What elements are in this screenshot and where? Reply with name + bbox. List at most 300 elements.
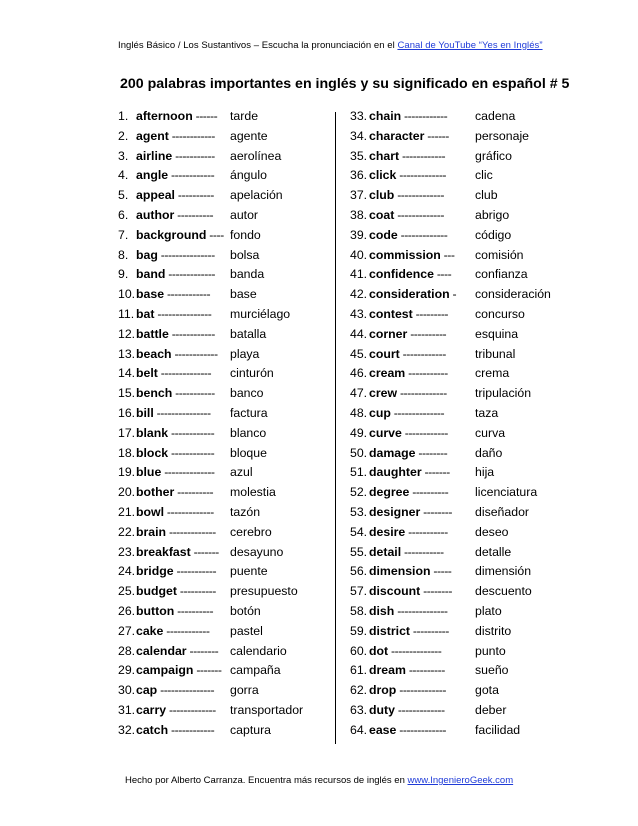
separator-dashes: ------------ xyxy=(163,623,210,638)
item-number: 14. xyxy=(118,366,136,381)
english-word: author xyxy=(136,207,175,222)
item-number: 5. xyxy=(118,188,129,203)
vocabulary-item xyxy=(350,463,560,483)
vocabulary-item xyxy=(118,701,328,721)
spanish-translation: diseñador xyxy=(475,504,530,519)
spanish-translation: gráfico xyxy=(475,148,512,163)
separator-dashes: ------------- xyxy=(394,188,444,203)
item-number: 34. xyxy=(350,128,368,143)
separator-dashes: ------------- xyxy=(396,722,447,737)
separator-dashes: -------------- xyxy=(388,643,442,658)
item-number: 23. xyxy=(118,544,136,559)
item-number: 36. xyxy=(350,168,368,183)
spanish-translation: detalle xyxy=(475,544,512,559)
spanish-translation: batalla xyxy=(230,326,267,341)
spanish-translation: cerebro xyxy=(230,524,272,539)
spanish-translation: cadena xyxy=(475,109,516,123)
spanish-translation: captura xyxy=(230,722,272,737)
item-number: 48. xyxy=(350,405,368,420)
vocabulary-item xyxy=(118,661,328,681)
separator-dashes: --------------- xyxy=(153,405,211,420)
vocabulary-item xyxy=(350,543,560,563)
item-number: 41. xyxy=(350,267,368,282)
spanish-translation: gota xyxy=(475,683,499,698)
separator-dashes: ------------- xyxy=(165,267,216,282)
english-word: angle xyxy=(136,168,169,183)
separator-dashes: ------------- xyxy=(396,683,446,698)
separator-dashes: --------- xyxy=(412,306,449,321)
item-number: 31. xyxy=(118,702,136,717)
english-word: ease xyxy=(369,722,397,737)
vocabulary-item xyxy=(118,166,328,186)
column-divider xyxy=(335,112,336,744)
english-word: beach xyxy=(136,346,172,361)
spanish-translation: curva xyxy=(475,425,506,440)
spanish-translation: bloque xyxy=(230,445,267,460)
spanish-translation: clic xyxy=(475,168,493,183)
english-word: character xyxy=(369,128,425,143)
page-header xyxy=(118,40,543,51)
separator-dashes: ----------- xyxy=(173,564,217,579)
separator-dashes: ---- xyxy=(433,267,452,282)
item-number: 17. xyxy=(118,425,136,440)
item-number: 30. xyxy=(118,683,136,698)
separator-dashes: -------------- xyxy=(161,465,215,480)
vocabulary-item xyxy=(118,523,328,543)
separator-dashes: -------- xyxy=(420,584,452,599)
english-word: cream xyxy=(369,366,406,381)
spanish-translation: molestia xyxy=(230,485,276,500)
english-word: designer xyxy=(369,504,421,519)
separator-dashes: ------------- xyxy=(166,702,216,717)
vocabulary-item xyxy=(118,582,328,602)
vocabulary-item xyxy=(118,265,328,285)
spanish-translation: bolsa xyxy=(230,247,260,262)
english-word: bench xyxy=(136,386,173,401)
separator-dashes: ---------- xyxy=(405,663,445,678)
vocabulary-item xyxy=(118,424,328,444)
item-number: 11. xyxy=(118,306,135,321)
vocabulary-item xyxy=(350,226,560,246)
separator-dashes: ------- xyxy=(193,663,222,678)
separator-dashes: ------ xyxy=(192,109,218,123)
vocabulary-item xyxy=(118,483,328,503)
item-number: 22. xyxy=(118,524,136,539)
english-word: drop xyxy=(369,683,397,698)
spanish-translation: ángulo xyxy=(230,168,267,183)
english-word: district xyxy=(369,623,410,638)
separator-dashes: ------------ xyxy=(171,346,218,361)
english-word: desire xyxy=(369,524,406,539)
spanish-translation: banda xyxy=(230,267,265,282)
english-word: breakfast xyxy=(136,544,191,559)
english-word: calendar xyxy=(136,643,187,658)
item-number: 35. xyxy=(350,148,368,163)
vocabulary-item xyxy=(350,285,560,305)
spanish-translation: descuento xyxy=(475,584,532,599)
spanish-translation: tarde xyxy=(230,109,259,123)
separator-dashes: ----------- xyxy=(172,148,215,163)
vocabulary-item xyxy=(350,602,560,622)
separator-dashes: ----- xyxy=(430,564,452,579)
item-number: 28. xyxy=(118,643,136,658)
english-word: consideration xyxy=(369,287,450,302)
english-word: club xyxy=(369,188,395,203)
vocabulary-item xyxy=(118,186,328,206)
english-word: bill xyxy=(136,405,154,420)
item-number: 52. xyxy=(350,485,368,500)
separator-dashes: --- xyxy=(440,247,455,262)
english-word: discount xyxy=(369,584,421,599)
separator-dashes: ------------ xyxy=(168,722,215,737)
vocabulary-item xyxy=(118,147,328,167)
spanish-translation: dimensión xyxy=(475,564,532,579)
english-word: bag xyxy=(136,247,158,262)
vocabulary-item xyxy=(118,642,328,662)
vocabulary-item xyxy=(118,404,328,424)
spanish-translation: taza xyxy=(475,405,499,420)
separator-dashes: ------------ xyxy=(399,346,446,361)
page-title: 200 palabras importantes en inglés y su significado en español # 5 xyxy=(120,76,570,92)
spanish-translation: campaña xyxy=(230,663,281,678)
item-number: 38. xyxy=(350,207,368,222)
vocabulary-item xyxy=(350,305,560,325)
separator-dashes: ------------ xyxy=(168,168,215,183)
vocabulary-item xyxy=(350,523,560,543)
spanish-translation: murciélago xyxy=(230,306,291,321)
vocabulary-item xyxy=(118,384,328,404)
separator-dashes: --------------- xyxy=(154,306,212,321)
item-number: 6. xyxy=(118,207,129,222)
spanish-translation: facilidad xyxy=(475,722,521,737)
english-word: dimension xyxy=(369,564,431,579)
youtube-channel-link[interactable]: Canal de YouTube “Yes en Inglés” xyxy=(397,40,543,51)
spanish-translation: licenciatura xyxy=(475,485,538,500)
vocabulary-list-left xyxy=(118,107,328,741)
separator-dashes: --------------- xyxy=(157,683,215,698)
spanish-translation: deber xyxy=(475,702,507,717)
vocabulary-item xyxy=(350,325,560,345)
item-number: 44. xyxy=(350,326,368,341)
english-word: chain xyxy=(369,109,402,123)
english-word: carry xyxy=(136,702,167,717)
english-word: contest xyxy=(369,306,413,321)
english-word: appeal xyxy=(136,188,175,203)
spanish-translation: factura xyxy=(230,405,268,420)
item-number: 10. xyxy=(118,287,136,302)
item-number: 16. xyxy=(118,405,136,420)
vocabulary-item xyxy=(350,681,560,701)
spanish-translation: base xyxy=(230,287,257,302)
vocabulary-item xyxy=(350,166,560,186)
vocabulary-item xyxy=(350,642,560,662)
vocabulary-item xyxy=(118,127,328,147)
english-word: battle xyxy=(136,326,169,341)
english-word: budget xyxy=(136,584,177,599)
item-number: 25. xyxy=(118,584,136,599)
vocabulary-item xyxy=(350,503,560,523)
english-word: agent xyxy=(136,128,169,143)
item-number: 50. xyxy=(350,445,368,460)
spanish-translation: hija xyxy=(475,465,495,480)
separator-dashes: ------------- xyxy=(394,207,444,222)
vocabulary-item xyxy=(118,364,328,384)
english-word: cap xyxy=(136,683,158,698)
vocabulary-item xyxy=(118,246,328,266)
item-number: 58. xyxy=(350,603,368,618)
vocabulary-item xyxy=(350,345,560,365)
item-number: 9. xyxy=(118,267,129,282)
english-word: band xyxy=(136,267,166,282)
english-word: background xyxy=(136,227,207,242)
item-number: 40. xyxy=(350,247,368,262)
item-number: 57. xyxy=(350,584,368,599)
vocabulary-item xyxy=(118,107,328,127)
english-word: degree xyxy=(369,485,410,500)
vocabulary-item xyxy=(350,206,560,226)
vocabulary-item xyxy=(118,285,328,305)
spanish-translation: confianza xyxy=(475,267,528,282)
item-number: 47. xyxy=(350,386,368,401)
english-word: court xyxy=(369,346,400,361)
spanish-translation: código xyxy=(475,227,512,242)
english-word: brain xyxy=(136,524,167,539)
spanish-translation: apelación xyxy=(230,188,283,203)
website-link[interactable]: www.IngenieroGeek.com xyxy=(407,775,514,786)
english-word: cup xyxy=(369,405,391,420)
spanish-translation: crema xyxy=(475,366,510,381)
item-number: 54. xyxy=(350,524,368,539)
english-word: campaign xyxy=(136,663,194,678)
separator-dashes: ------ xyxy=(424,128,449,143)
spanish-translation: desayuno xyxy=(230,544,284,559)
separator-dashes: ------------- xyxy=(397,386,447,401)
english-word: blank xyxy=(136,425,169,440)
separator-dashes: ----------- xyxy=(172,386,215,401)
spanish-translation: abrigo xyxy=(475,207,510,222)
item-number: 15. xyxy=(118,386,136,401)
vocabulary-item xyxy=(350,127,560,147)
english-word: dot xyxy=(369,643,389,658)
english-word: coat xyxy=(369,207,395,222)
separator-dashes: ---------- xyxy=(174,207,214,222)
separator-dashes: ------------ xyxy=(399,148,446,163)
spanish-translation: punto xyxy=(475,643,506,658)
english-word: confidence xyxy=(369,267,434,282)
english-word: base xyxy=(136,287,165,302)
separator-dashes: -------------- xyxy=(390,405,445,420)
page-footer xyxy=(125,775,513,786)
spanish-translation: playa xyxy=(230,346,260,361)
separator-dashes: - xyxy=(449,287,457,302)
item-number: 45. xyxy=(350,346,368,361)
english-word: catch xyxy=(136,722,169,737)
spanish-translation: club xyxy=(475,188,498,203)
english-word: blue xyxy=(136,465,162,480)
spanish-translation: deseo xyxy=(475,524,509,539)
item-number: 3. xyxy=(118,148,129,163)
separator-dashes: ---------- xyxy=(174,188,214,203)
item-number: 33. xyxy=(350,109,368,123)
vocabulary-item xyxy=(350,622,560,642)
item-number: 42. xyxy=(350,287,368,302)
item-number: 20. xyxy=(118,485,136,500)
english-word: cake xyxy=(136,623,164,638)
separator-dashes: ------------ xyxy=(168,425,215,440)
item-number: 24. xyxy=(118,564,136,579)
vocabulary-item xyxy=(118,721,328,741)
item-number: 46. xyxy=(350,366,368,381)
item-number: 7. xyxy=(118,227,129,242)
vocabulary-item xyxy=(350,404,560,424)
vocabulary-item xyxy=(118,226,328,246)
vocabulary-item xyxy=(350,364,560,384)
separator-dashes: ---------- xyxy=(174,603,214,618)
separator-dashes: ---------- xyxy=(407,326,447,341)
spanish-translation: daño xyxy=(475,445,503,460)
english-word: bridge xyxy=(136,564,174,579)
item-number: 56. xyxy=(350,564,368,579)
english-word: detail xyxy=(369,544,402,559)
vocabulary-item xyxy=(350,186,560,206)
spanish-translation: plato xyxy=(475,603,502,618)
english-word: commission xyxy=(369,247,441,262)
item-number: 51. xyxy=(350,465,368,480)
separator-dashes: ------------- xyxy=(396,168,447,183)
vocabulary-item xyxy=(118,463,328,483)
separator-dashes: -------------- xyxy=(157,366,212,381)
spanish-translation: esquina xyxy=(475,326,519,341)
separator-dashes: ------------- xyxy=(397,227,448,242)
spanish-translation: tribunal xyxy=(475,346,516,361)
vocabulary-item xyxy=(350,444,560,464)
separator-dashes: ----------- xyxy=(405,366,448,381)
spanish-translation: sueño xyxy=(475,663,509,678)
vocabulary-item xyxy=(350,582,560,602)
separator-dashes: ------------ xyxy=(168,326,215,341)
separator-dashes: ------------- xyxy=(164,504,214,519)
item-number: 37. xyxy=(350,188,368,203)
english-word: dream xyxy=(369,663,406,678)
vocabulary-item xyxy=(118,681,328,701)
spanish-translation: azul xyxy=(230,465,253,480)
separator-dashes: ------------- xyxy=(394,702,445,717)
item-number: 21. xyxy=(118,504,136,519)
item-number: 4. xyxy=(118,168,129,183)
item-number: 60. xyxy=(350,643,368,658)
spanish-translation: concurso xyxy=(475,306,525,321)
vocabulary-item xyxy=(118,622,328,642)
english-word: airline xyxy=(136,148,173,163)
spanish-translation: cinturón xyxy=(230,366,274,381)
vocabulary-item xyxy=(350,701,560,721)
english-word: bat xyxy=(136,306,155,321)
vocabulary-item xyxy=(350,147,560,167)
item-number: 26. xyxy=(118,603,136,618)
english-word: chart xyxy=(369,148,400,163)
header-text: Inglés Básico / Los Sustantivos – Escucha la pronunciación en el xyxy=(118,40,398,51)
separator-dashes: ----------- xyxy=(401,544,444,559)
vocabulary-item xyxy=(118,503,328,523)
vocabulary-item xyxy=(350,424,560,444)
english-word: curve xyxy=(369,425,402,440)
english-word: crew xyxy=(369,386,398,401)
english-word: damage xyxy=(369,445,416,460)
separator-dashes: ------------ xyxy=(164,287,211,302)
item-number: 55. xyxy=(350,544,368,559)
separator-dashes: ---------- xyxy=(410,623,449,638)
spanish-translation: aerolínea xyxy=(230,148,282,163)
vocabulary-item xyxy=(350,384,560,404)
item-number: 19. xyxy=(118,465,136,480)
spanish-translation: tripulación xyxy=(475,386,532,401)
item-number: 49. xyxy=(350,425,368,440)
spanish-translation: consideración xyxy=(475,287,551,302)
separator-dashes: ---------- xyxy=(174,485,214,500)
item-number: 53. xyxy=(350,504,368,519)
english-word: click xyxy=(369,168,397,183)
vocabulary-item xyxy=(118,543,328,563)
spanish-translation: tazón xyxy=(230,504,261,519)
item-number: 2. xyxy=(118,128,129,143)
item-number: 64. xyxy=(350,722,368,737)
english-word: button xyxy=(136,603,175,618)
vocabulary-item xyxy=(350,246,560,266)
spanish-translation: comisión xyxy=(475,247,524,262)
english-word: belt xyxy=(136,366,158,381)
separator-dashes: ------- xyxy=(421,465,450,480)
separator-dashes: ---- xyxy=(206,227,224,242)
vocabulary-item xyxy=(118,206,328,226)
spanish-translation: botón xyxy=(230,603,261,618)
english-word: afternoon xyxy=(136,109,193,123)
english-word: duty xyxy=(369,702,395,717)
spanish-translation: personaje xyxy=(475,128,530,143)
spanish-translation: puente xyxy=(230,564,268,579)
spanish-translation: calendario xyxy=(230,643,287,658)
separator-dashes: ------------ xyxy=(401,109,448,123)
vocabulary-item xyxy=(118,562,328,582)
spanish-translation: banco xyxy=(230,386,264,401)
item-number: 59. xyxy=(350,623,368,638)
item-number: 43. xyxy=(350,306,368,321)
item-number: 12. xyxy=(118,326,136,341)
spanish-translation: blanco xyxy=(230,425,267,440)
vocabulary-item xyxy=(350,661,560,681)
vocabulary-item xyxy=(350,721,560,741)
separator-dashes: ------- xyxy=(190,544,219,559)
spanish-translation: gorra xyxy=(230,683,259,698)
english-word: block xyxy=(136,445,169,460)
vocabulary-item xyxy=(350,265,560,285)
separator-dashes: ------------ xyxy=(168,445,215,460)
vocabulary-item xyxy=(350,562,560,582)
footer-text: Hecho por Alberto Carranza. Encuentra más recursos de inglés en xyxy=(125,775,408,786)
vocabulary-item xyxy=(118,305,328,325)
spanish-translation: transportador xyxy=(230,702,304,717)
spanish-translation: autor xyxy=(230,207,259,222)
item-number: 62. xyxy=(350,683,368,698)
separator-dashes: ----------- xyxy=(405,524,448,539)
separator-dashes: -------- xyxy=(186,643,219,658)
spanish-translation: fondo xyxy=(230,227,261,242)
item-number: 8. xyxy=(118,247,129,262)
separator-dashes: -------------- xyxy=(394,603,448,618)
separator-dashes: ------------- xyxy=(166,524,216,539)
separator-dashes: --------------- xyxy=(157,247,215,262)
vocabulary-item xyxy=(118,345,328,365)
item-number: 13. xyxy=(118,346,136,361)
